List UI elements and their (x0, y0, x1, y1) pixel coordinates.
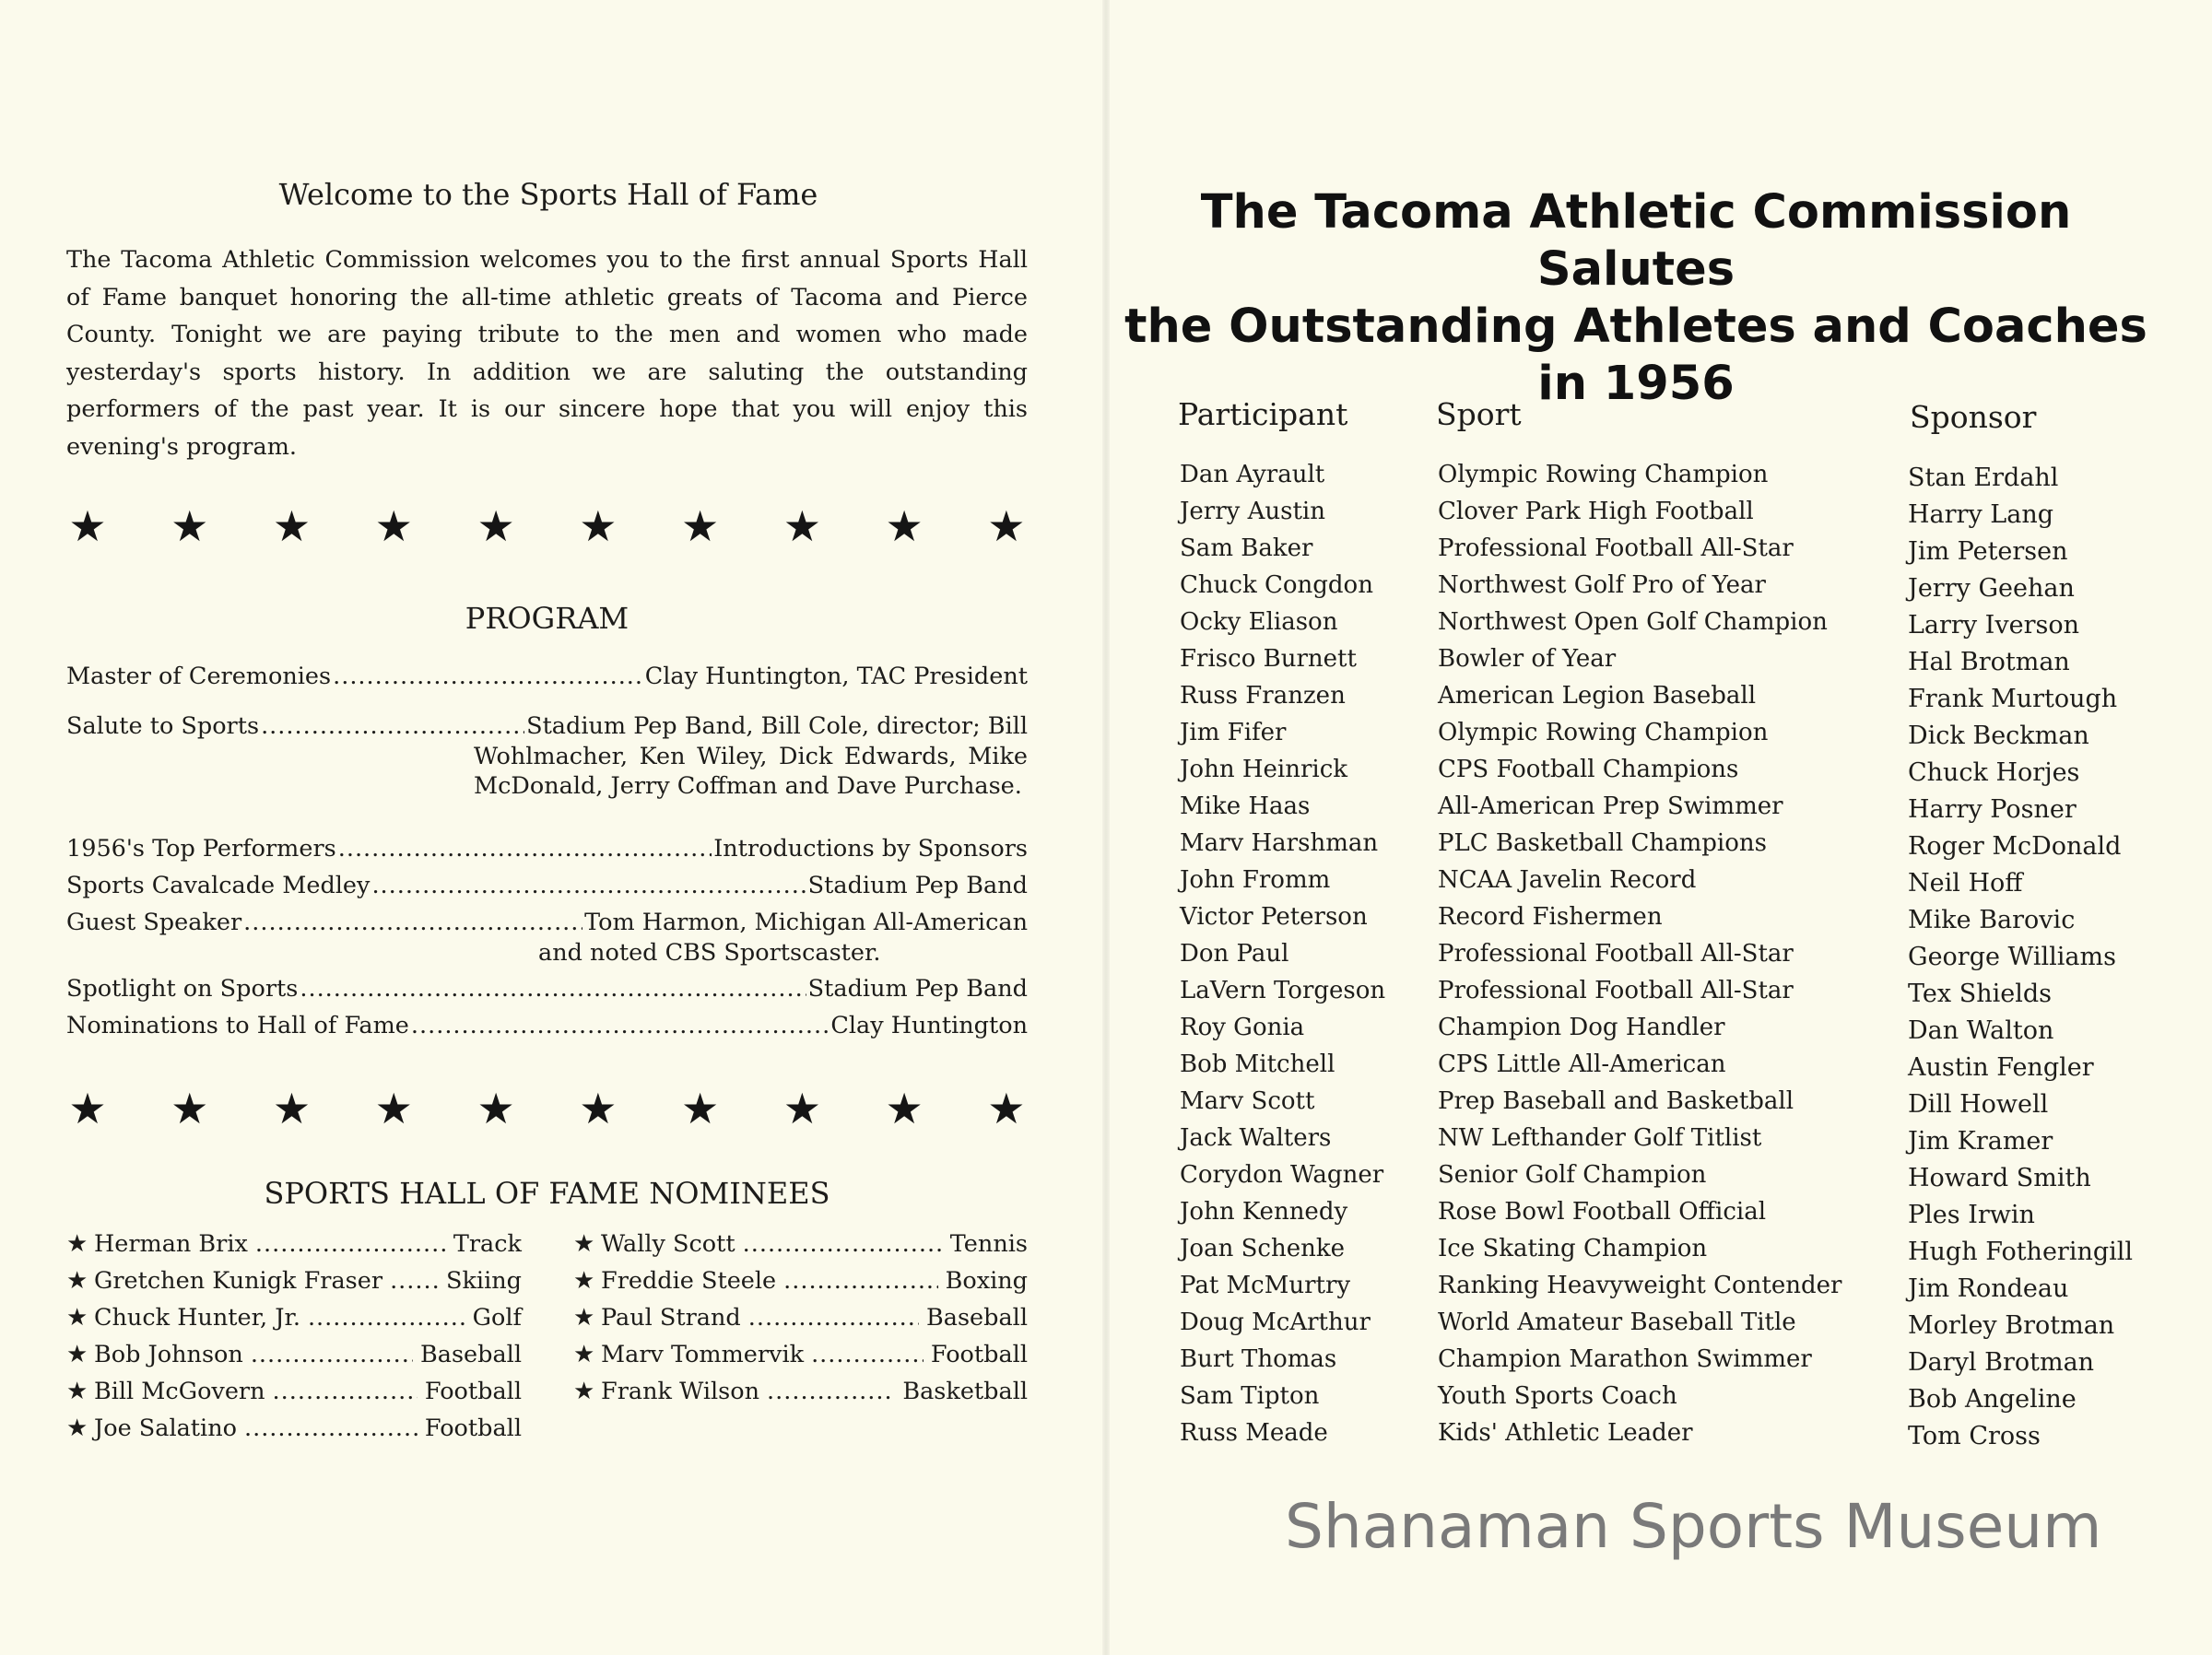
sport-name: World Amateur Baseball Title (1438, 1309, 1796, 1336)
sport-name: Professional Football All-Star (1438, 940, 1794, 968)
sport-name: Professional Football All-Star (1438, 977, 1794, 1004)
nominee-name: Wally Scott (601, 1230, 735, 1258)
program-label: 1956's Top Performers (66, 835, 336, 863)
leader-dots (244, 1414, 418, 1443)
sponsor-header: Sponsor (1910, 399, 2037, 435)
sponsor-name: Howard Smith (1908, 1164, 2091, 1192)
sport-name: All-American Prep Swimmer (1438, 792, 1783, 820)
participant-name: LaVern Torgeson (1180, 977, 1386, 1004)
nominee-name: Bill McGovern (94, 1378, 265, 1405)
participant-name: Dan Ayrault (1180, 461, 1325, 488)
star-icon: ★ (66, 1304, 88, 1332)
participant-name: Sam Tipton (1180, 1382, 1320, 1410)
sponsor-name: Jim Kramer (1908, 1127, 2053, 1156)
sponsor-name: Jerry Geehan (1908, 574, 2075, 603)
nominee-row (573, 1340, 1028, 1369)
leader-dots (300, 974, 806, 1004)
leader-dots (411, 1011, 829, 1040)
headline-line-2: the Outstanding Athletes and Coaches (1124, 299, 2147, 354)
nominee-sport: Boxing (945, 1267, 1028, 1295)
sponsor-name: Jim Petersen (1908, 537, 2068, 566)
star-icon: ★ (573, 1304, 595, 1332)
nominee-name: Bob Johnson (94, 1341, 243, 1368)
sponsor-name: Tom Cross (1908, 1422, 2041, 1450)
participant-name: Russ Franzen (1180, 682, 1346, 710)
sponsor-name: Ples Irwin (1908, 1201, 2035, 1229)
star-icon: ★ (68, 1084, 107, 1133)
participant-name: Frisco Burnett (1180, 645, 1357, 673)
participant-name: Ocky Eliason (1180, 608, 1338, 636)
nominee-row (573, 1229, 1028, 1259)
leader-dots (243, 908, 582, 937)
sport-name: Northwest Golf Pro of Year (1438, 571, 1766, 599)
star-divider-top (66, 501, 1028, 551)
participant-header: Participant (1178, 396, 1348, 432)
leader-dots (767, 1377, 895, 1406)
star-icon: ★ (987, 501, 1026, 551)
sport-name: Champion Dog Handler (1438, 1014, 1725, 1041)
sport-name: Olympic Rowing Champion (1438, 461, 1769, 488)
salute-headline (1106, 184, 2166, 413)
nominee-row (66, 1266, 522, 1296)
program-item (66, 834, 1028, 863)
sponsor-list (1908, 460, 2133, 1455)
sport-name: CPS Little All-American (1438, 1051, 1726, 1078)
star-icon: ★ (374, 1084, 413, 1133)
nominee-name: Chuck Hunter, Jr. (94, 1304, 300, 1332)
sponsor-name: Harry Lang (1908, 500, 2053, 529)
star-icon: ★ (579, 501, 618, 551)
program-title: PROGRAM (465, 601, 629, 636)
sport-name: PLC Basketball Champions (1438, 829, 1767, 857)
star-icon: ★ (68, 501, 107, 551)
star-icon: ★ (66, 1341, 88, 1368)
star-icon: ★ (573, 1230, 595, 1258)
nominee-row (66, 1303, 522, 1332)
star-icon: ★ (885, 1084, 924, 1133)
nominees-title: SPORTS HALL OF FAME NOMINEES (264, 1176, 830, 1211)
nominee-sport: Baseball (420, 1341, 522, 1368)
nominee-row (573, 1377, 1028, 1406)
nominee-row (573, 1303, 1028, 1332)
sponsor-name: Mike Barovic (1908, 906, 2076, 934)
program-continuation: and noted CBS Sportscaster. (538, 939, 881, 967)
sport-name: American Legion Baseball (1438, 682, 1757, 710)
star-icon: ★ (66, 1267, 88, 1295)
sport-name: Ranking Heavyweight Contender (1438, 1272, 1842, 1299)
star-icon: ★ (782, 1084, 821, 1133)
program-label: Sports Cavalcade Medley (66, 872, 371, 899)
star-icon: ★ (374, 501, 413, 551)
nominee-row (66, 1340, 522, 1369)
sport-name: Olympic Rowing Champion (1438, 719, 1769, 746)
participant-name: Marv Scott (1180, 1087, 1315, 1115)
program-item (66, 871, 1028, 900)
program-value: Stadium Pep Band (807, 975, 1028, 1003)
sport-name: NW Lefthander Golf Titlist (1438, 1124, 1762, 1152)
program-value: Stadium Pep Band (807, 872, 1028, 899)
sponsor-name: Morley Brotman (1908, 1311, 2115, 1340)
participant-name: Don Paul (1180, 940, 1289, 968)
program-label: Salute to Sports (66, 712, 260, 740)
star-icon: ★ (66, 1378, 88, 1405)
star-icon: ★ (66, 1230, 88, 1258)
star-icon: ★ (573, 1267, 595, 1295)
sport-name: Rose Bowl Football Official (1438, 1198, 1767, 1226)
sponsor-name: Jim Rondeau (1908, 1274, 2069, 1303)
sponsor-name: Chuck Horjes (1908, 758, 2080, 787)
welcome-title: Welcome to the Sports Hall of Fame (278, 177, 818, 212)
program-item (66, 711, 1028, 741)
participant-name: John Fromm (1180, 866, 1331, 894)
participant-name: John Heinrick (1180, 756, 1348, 783)
participant-name: Doug McArthur (1180, 1309, 1371, 1336)
sponsor-name: Stan Erdahl (1908, 464, 2059, 492)
participant-name: John Kennedy (1180, 1198, 1348, 1226)
headline-line-3: in 1956 (1537, 357, 1735, 411)
participant-name: Mike Haas (1180, 792, 1311, 820)
sponsor-name: Dill Howell (1908, 1090, 2049, 1119)
nominee-name: Gretchen Kunigk Fraser (94, 1267, 383, 1295)
star-icon: ★ (171, 1084, 209, 1133)
sport-name: CPS Football Champions (1438, 756, 1739, 783)
sponsor-name: Hal Brotman (1908, 648, 2070, 676)
sponsor-name: Frank Murtough (1908, 685, 2118, 713)
leader-dots (338, 834, 712, 863)
participant-name: Jim Fifer (1180, 719, 1287, 746)
program-item (66, 908, 1028, 937)
nominee-row (66, 1377, 522, 1406)
leader-dots (255, 1229, 446, 1259)
sport-list (1438, 456, 1841, 1451)
program-value: Introductions by Sponsors (713, 835, 1028, 863)
nominee-sport: Basketball (902, 1378, 1028, 1405)
star-icon: ★ (272, 1084, 312, 1133)
right-page (1106, 0, 2212, 1655)
participant-name: Burt Thomas (1180, 1345, 1337, 1373)
sponsor-name: Tex Shields (1908, 980, 2052, 1008)
nominee-row (66, 1414, 522, 1443)
participant-name: Bob Mitchell (1180, 1051, 1335, 1078)
program-value: Stadium Pep Band, Bill Cole, director; Bill (526, 712, 1028, 740)
nominee-name: Freddie Steele (601, 1267, 777, 1295)
star-icon: ★ (680, 1084, 720, 1133)
leader-dots (251, 1340, 413, 1369)
star-icon: ★ (782, 501, 821, 551)
star-icon: ★ (885, 501, 924, 551)
star-icon: ★ (66, 1414, 88, 1442)
leader-dots (390, 1266, 439, 1296)
sponsor-name: Daryl Brotman (1908, 1348, 2095, 1377)
sponsor-name: Dan Walton (1908, 1016, 2054, 1045)
nominee-row (66, 1229, 522, 1259)
program-value: Tom Harmon, Michigan All-American (584, 909, 1028, 936)
nominee-sport: Track (453, 1230, 522, 1258)
program-continuation: Wohlmacher, Ken Wiley, Dick Edwards, Mike McDonald, Jerry Coffman and Dave Purchase. (474, 743, 1028, 800)
program-value: Clay Huntington (830, 1012, 1028, 1039)
leader-dots (333, 662, 643, 691)
nominee-name: Herman Brix (94, 1230, 248, 1258)
participant-name: Victor Peterson (1180, 903, 1368, 931)
sponsor-name: George Williams (1908, 943, 2116, 971)
sponsor-name: Dick Beckman (1908, 722, 2089, 750)
star-icon: ★ (272, 501, 312, 551)
leader-dots (783, 1266, 938, 1296)
sponsor-name: Harry Posner (1908, 795, 2077, 824)
nominee-sport: Football (424, 1414, 522, 1442)
sponsor-name: Austin Fengler (1908, 1053, 2094, 1082)
leader-dots (748, 1303, 919, 1332)
program-label: Spotlight on Sports (66, 975, 299, 1003)
star-icon: ★ (680, 501, 720, 551)
sport-name: Youth Sports Coach (1438, 1382, 1677, 1410)
program-item (66, 1011, 1028, 1040)
participant-name: Joan Schenke (1180, 1235, 1345, 1262)
participant-list (1180, 456, 1385, 1451)
sponsor-name: Bob Angeline (1908, 1385, 2077, 1414)
program-label: Nominations to Hall of Fame (66, 1012, 409, 1039)
leader-dots (743, 1229, 943, 1259)
sport-name: Bowler of Year (1438, 645, 1617, 673)
leader-dots (371, 871, 806, 900)
sport-name: Professional Football All-Star (1438, 534, 1794, 562)
sport-name: Clover Park High Football (1438, 498, 1754, 525)
sponsor-name: Hugh Fotheringill (1908, 1238, 2134, 1266)
nominee-sport: Golf (472, 1304, 522, 1332)
nominee-sport: Football (424, 1378, 522, 1405)
program-item (66, 974, 1028, 1004)
nominee-name: Marv Tommervik (601, 1341, 805, 1368)
participant-name: Jerry Austin (1180, 498, 1325, 525)
headline-line-1: The Tacoma Athletic Commission Salutes (1200, 185, 2072, 297)
participant-name: Jack Walters (1180, 1124, 1332, 1152)
nominee-row (573, 1266, 1028, 1296)
nominee-name: Frank Wilson (601, 1378, 760, 1405)
nominee-name: Paul Strand (601, 1304, 741, 1332)
program-value: Clay Huntington, TAC President (644, 663, 1028, 690)
leader-dots (308, 1303, 465, 1332)
star-icon: ★ (987, 1084, 1026, 1133)
star-icon: ★ (573, 1378, 595, 1405)
museum-watermark: Shanaman Sports Museum (1285, 1491, 2102, 1562)
leader-dots (261, 711, 524, 741)
welcome-paragraph: The Tacoma Athletic Commission welcomes you to the first annual Sports Hall of Fame banquet honoring the all-time athletic greats of Tacoma and Pierce County. Tonight we are paying tribute to the men and women who made yesterday's sports history. In addition we are saluting the outstanding performers of the past year. It is our sincere hope that you will enjoy this evening's program. (66, 246, 1028, 461)
sport-header: Sport (1436, 396, 1522, 432)
participant-name: Pat McMurtry (1180, 1272, 1351, 1299)
star-icon: ★ (477, 501, 515, 551)
nominee-sport: Tennis (949, 1230, 1028, 1258)
participant-name: Marv Harshman (1180, 829, 1379, 857)
sponsor-name: Neil Hoff (1908, 869, 2023, 898)
participant-name: Sam Baker (1180, 534, 1313, 562)
nominee-sport: Skiing (446, 1267, 522, 1295)
star-icon: ★ (171, 501, 209, 551)
sport-name: Champion Marathon Swimmer (1438, 1345, 1812, 1373)
participant-name: Corydon Wagner (1180, 1161, 1384, 1189)
sport-name: Senior Golf Champion (1438, 1161, 1707, 1189)
sport-name: Prep Baseball and Basketball (1438, 1087, 1794, 1115)
nominee-name: Joe Salatino (94, 1414, 237, 1442)
program-label: Master of Ceremonies (66, 663, 332, 690)
sport-name: Ice Skating Champion (1438, 1235, 1708, 1262)
nominee-sport: Football (930, 1341, 1028, 1368)
sponsor-name: Larry Iverson (1908, 611, 2079, 640)
program-label: Guest Speaker (66, 909, 242, 936)
star-icon: ★ (579, 1084, 618, 1133)
sponsor-name: Roger McDonald (1908, 832, 2122, 861)
star-icon: ★ (573, 1341, 595, 1368)
program-item (66, 662, 1028, 691)
star-divider-bottom (66, 1084, 1028, 1133)
leader-dots (273, 1377, 418, 1406)
participant-name: Russ Meade (1180, 1419, 1328, 1447)
participant-name: Chuck Congdon (1180, 571, 1373, 599)
sport-name: Northwest Open Golf Champion (1438, 608, 1828, 636)
leader-dots (811, 1340, 924, 1369)
participant-name: Roy Gonia (1180, 1014, 1305, 1041)
nominee-sport: Baseball (926, 1304, 1028, 1332)
star-icon: ★ (477, 1084, 515, 1133)
sport-name: NCAA Javelin Record (1438, 866, 1697, 894)
sport-name: Kids' Athletic Leader (1438, 1419, 1693, 1447)
sport-name: Record Fishermen (1438, 903, 1663, 931)
